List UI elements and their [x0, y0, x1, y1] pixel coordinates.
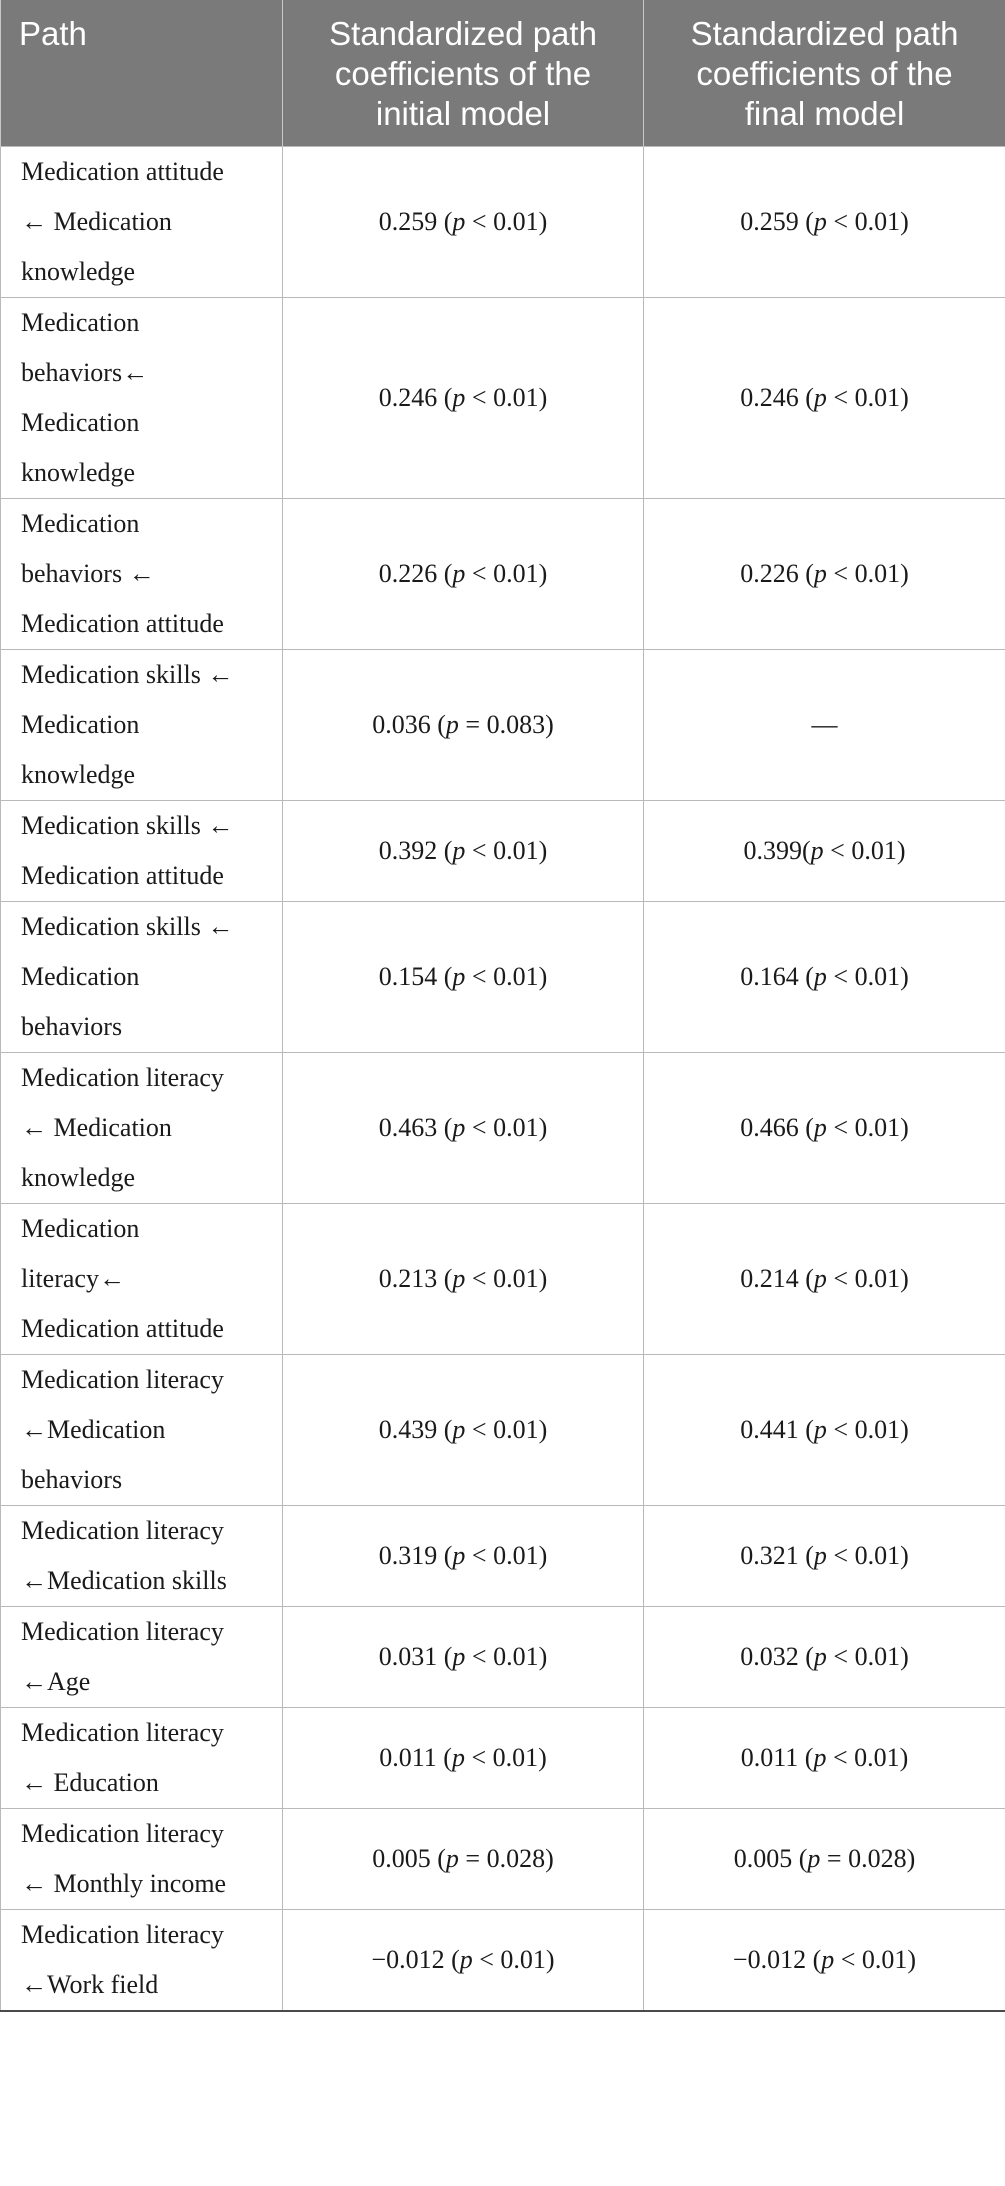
p-symbol: p — [451, 1743, 465, 1772]
final-coefficient-cell — [644, 650, 1005, 801]
p-symbol: p — [452, 1415, 466, 1444]
coefficient-value: 0.226 ( — [740, 559, 814, 588]
path-line: ←Work field — [21, 1970, 159, 1999]
initial-coefficient-cell — [283, 902, 644, 1053]
initial-coefficient-cell — [283, 801, 644, 902]
p-value: < 0.01) — [465, 207, 548, 236]
path-line: Medication attitude — [21, 861, 224, 890]
p-symbol: p — [452, 1642, 466, 1671]
coefficient-value: 0.246 ( — [378, 383, 453, 412]
table-row — [1, 1708, 1005, 1809]
path-line: Medication skills ← — [21, 660, 234, 689]
p-symbol: p — [445, 1844, 459, 1873]
p-value: < 0.01) — [826, 1113, 909, 1142]
p-value: < 0.01) — [826, 383, 909, 412]
coefficient-value: 0.164 ( — [740, 962, 814, 991]
initial-coefficient-cell — [283, 1809, 644, 1910]
path-cell — [1, 902, 283, 1053]
initial-coefficient-cell — [283, 499, 644, 650]
table-row — [1, 1910, 1005, 2012]
p-value: < 0.01) — [826, 1743, 909, 1772]
table-row — [1, 650, 1005, 801]
final-coefficient-cell — [644, 1708, 1005, 1809]
p-value: = 0.028) — [820, 1844, 916, 1873]
initial-coefficient-cell — [283, 298, 644, 499]
p-value: < 0.01) — [826, 1264, 909, 1293]
coefficient-value: — — [811, 710, 838, 739]
final-coefficient-cell — [644, 1910, 1005, 2012]
p-symbol: p — [810, 836, 824, 865]
path-line: ← Monthly income — [21, 1869, 227, 1898]
table-row — [1, 1053, 1005, 1204]
final-coefficient-cell — [644, 801, 1005, 902]
path-cell — [1, 1910, 283, 2012]
coefficient-value: 0.154 ( — [378, 962, 453, 991]
coefficient-value: 0.005 ( — [372, 1844, 446, 1873]
path-cell — [1, 1708, 283, 1809]
p-value: < 0.01) — [823, 836, 906, 865]
initial-coefficient-cell — [283, 1506, 644, 1607]
p-value: < 0.01) — [826, 1541, 909, 1570]
header-row — [1, 0, 1005, 147]
path-line: Medication — [21, 308, 140, 337]
path-cell — [1, 1809, 283, 1910]
final-coefficient-cell — [644, 147, 1005, 298]
p-symbol: p — [821, 1945, 835, 1974]
p-value: < 0.01) — [465, 1642, 548, 1671]
p-symbol: p — [459, 1945, 473, 1974]
header-final-model: Standardized path coefficients of the final model — [644, 0, 1005, 147]
table-row — [1, 1607, 1005, 1708]
p-value: < 0.01) — [465, 1541, 548, 1570]
final-coefficient-cell — [644, 298, 1005, 499]
p-symbol: p — [452, 836, 466, 865]
path-line: Medication literacy — [21, 1516, 224, 1545]
p-symbol: p — [445, 710, 459, 739]
table-row — [1, 1204, 1005, 1355]
p-value: < 0.01) — [465, 1113, 548, 1142]
path-cell — [1, 1053, 283, 1204]
coefficient-value: −0.012 ( — [371, 1945, 460, 1974]
path-line: ← Medication — [21, 1113, 172, 1142]
coefficient-value: 0.036 ( — [372, 710, 446, 739]
p-symbol: p — [452, 383, 466, 412]
p-symbol: p — [813, 962, 827, 991]
path-line: Medication attitude — [21, 609, 224, 638]
path-line: Medication literacy — [21, 1063, 224, 1092]
path-line: knowledge — [21, 458, 136, 487]
path-cell — [1, 499, 283, 650]
p-symbol: p — [452, 962, 466, 991]
p-value: = 0.028) — [458, 1844, 554, 1873]
p-value: < 0.01) — [834, 1945, 917, 1974]
path-line: literacy← — [21, 1264, 125, 1293]
path-cell — [1, 1607, 283, 1708]
coefficient-value: 0.226 ( — [378, 559, 453, 588]
coefficient-value: 0.246 ( — [740, 383, 814, 412]
table-row — [1, 1809, 1005, 1910]
path-line: ← Education — [21, 1768, 159, 1797]
path-line: knowledge — [21, 1163, 136, 1192]
p-value: < 0.01) — [465, 1415, 548, 1444]
initial-coefficient-cell — [283, 1053, 644, 1204]
p-symbol: p — [813, 207, 827, 236]
path-line: behaviors — [21, 1012, 123, 1041]
path-line: Medication attitude — [21, 1314, 224, 1343]
path-line: Medication — [21, 509, 140, 538]
initial-coefficient-cell — [283, 1910, 644, 2012]
path-line: Medication attitude — [21, 157, 224, 186]
path-cell — [1, 298, 283, 499]
initial-coefficient-cell — [283, 147, 644, 298]
table-row — [1, 801, 1005, 902]
coefficient-value: 0.259 ( — [378, 207, 453, 236]
path-cell — [1, 1506, 283, 1607]
p-value: < 0.01) — [465, 962, 548, 991]
path-line: behaviors — [21, 1465, 123, 1494]
path-line: ←Medication — [21, 1415, 166, 1444]
p-symbol: p — [452, 1113, 466, 1142]
p-symbol: p — [813, 559, 827, 588]
path-line: knowledge — [21, 760, 136, 789]
coefficient-value: 0.392 ( — [378, 836, 453, 865]
table-row — [1, 902, 1005, 1053]
p-symbol: p — [813, 1113, 827, 1142]
coefficient-value: 0.441 ( — [740, 1415, 814, 1444]
p-value: < 0.01) — [465, 383, 548, 412]
path-cell — [1, 147, 283, 298]
table-body — [1, 147, 1005, 2012]
table-row — [1, 1355, 1005, 1506]
coefficient-value: 0.466 ( — [740, 1113, 814, 1142]
coefficient-value: 0.321 ( — [740, 1541, 814, 1570]
p-symbol: p — [813, 1541, 827, 1570]
coefficient-value: 0.005 ( — [733, 1844, 808, 1873]
coefficient-value: 0.259 ( — [740, 207, 814, 236]
header-initial-model: Standardized path coefficients of the initial model — [283, 0, 644, 147]
path-cell — [1, 650, 283, 801]
p-symbol: p — [813, 1642, 827, 1671]
p-value: < 0.01) — [826, 1415, 909, 1444]
coefficient-value: 0.439 ( — [378, 1415, 453, 1444]
p-value: = 0.083) — [458, 710, 554, 739]
path-line: ← Medication — [21, 207, 172, 236]
path-line: Medication — [21, 962, 140, 991]
final-coefficient-cell — [644, 1809, 1005, 1910]
table-row — [1, 298, 1005, 499]
p-value: < 0.01) — [826, 207, 909, 236]
path-cell — [1, 1355, 283, 1506]
p-symbol: p — [452, 1541, 466, 1570]
initial-coefficient-cell — [283, 1708, 644, 1809]
path-line: ←Medication skills — [21, 1566, 227, 1595]
initial-coefficient-cell — [283, 1607, 644, 1708]
header-path: Path — [1, 0, 283, 147]
path-cell — [1, 1204, 283, 1355]
initial-coefficient-cell — [283, 1204, 644, 1355]
p-value: < 0.01) — [465, 836, 548, 865]
coefficient-value: 0.463 ( — [378, 1113, 453, 1142]
p-value: < 0.01) — [826, 559, 909, 588]
path-line: Medication — [21, 710, 140, 739]
path-cell — [1, 801, 283, 902]
path-line: behaviors← — [21, 358, 149, 387]
coefficient-value: 0.213 ( — [378, 1264, 453, 1293]
initial-coefficient-cell — [283, 1355, 644, 1506]
p-symbol: p — [452, 559, 466, 588]
final-coefficient-cell — [644, 902, 1005, 1053]
path-line: knowledge — [21, 257, 136, 286]
p-symbol: p — [807, 1844, 821, 1873]
p-value: < 0.01) — [472, 1945, 555, 1974]
p-value: < 0.01) — [826, 962, 909, 991]
p-symbol: p — [813, 1264, 827, 1293]
table-header — [1, 0, 1005, 147]
p-symbol: p — [813, 1415, 827, 1444]
path-line: Medication skills ← — [21, 912, 234, 941]
path-line: Medication — [21, 408, 140, 437]
path-line: Medication literacy — [21, 1617, 224, 1646]
p-value: < 0.01) — [464, 1743, 547, 1772]
coefficient-value: 0.319 ( — [378, 1541, 453, 1570]
p-symbol: p — [452, 1264, 466, 1293]
table-row — [1, 499, 1005, 650]
final-coefficient-cell — [644, 499, 1005, 650]
path-line: Medication literacy — [21, 1819, 224, 1848]
path-line: Medication skills ← — [21, 811, 234, 840]
p-value: < 0.01) — [826, 1642, 909, 1671]
final-coefficient-cell — [644, 1355, 1005, 1506]
table-row — [1, 1506, 1005, 1607]
coefficient-value: 0.032 ( — [740, 1642, 814, 1671]
initial-coefficient-cell — [283, 650, 644, 801]
path-line: Medication literacy — [21, 1718, 224, 1747]
path-line: Medication literacy — [21, 1365, 224, 1394]
path-line: behaviors ← — [21, 559, 155, 588]
coefficient-value: 0.399( — [743, 836, 811, 865]
coefficient-value: 0.011 ( — [379, 1743, 452, 1772]
p-symbol: p — [813, 383, 827, 412]
final-coefficient-cell — [644, 1607, 1005, 1708]
path-line: ←Age — [21, 1667, 91, 1696]
coefficient-value: 0.011 ( — [740, 1743, 814, 1772]
coefficient-value: −0.012 ( — [732, 1945, 822, 1974]
final-coefficient-cell — [644, 1204, 1005, 1355]
p-value: < 0.01) — [465, 1264, 548, 1293]
final-coefficient-cell — [644, 1506, 1005, 1607]
coefficient-value: 0.214 ( — [740, 1264, 814, 1293]
path-line: Medication literacy — [21, 1920, 224, 1949]
table-row — [1, 147, 1005, 298]
coefficient-value: 0.031 ( — [378, 1642, 453, 1671]
p-value: < 0.01) — [465, 559, 548, 588]
p-symbol: p — [813, 1743, 827, 1772]
path-line: Medication — [21, 1214, 140, 1243]
p-symbol: p — [452, 207, 466, 236]
final-coefficient-cell — [644, 1053, 1005, 1204]
